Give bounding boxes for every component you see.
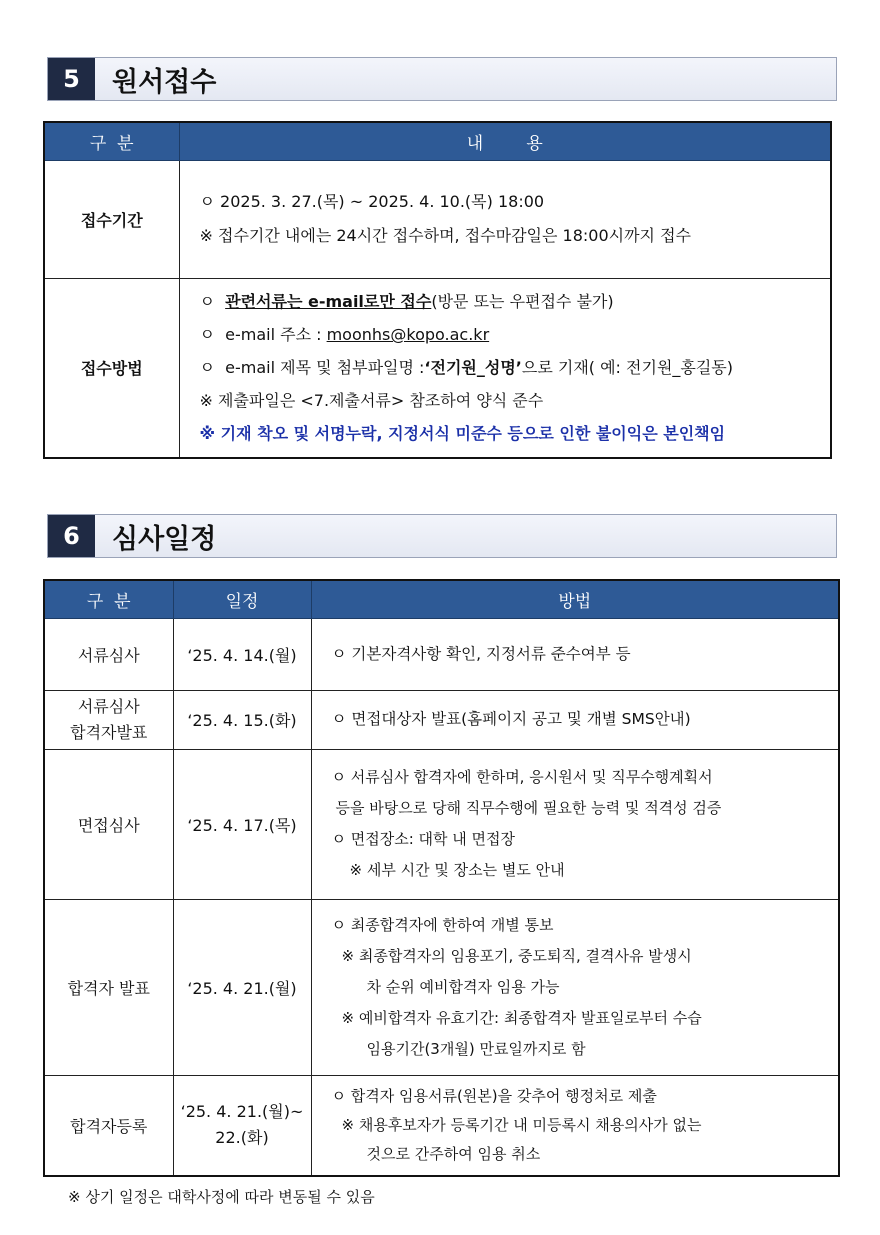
row-category: 합격자 발표 (44, 899, 173, 1075)
method-line-2: ㅇ e-mail 주소 : moonhs@kopo.ac.kr (199, 325, 490, 345)
section-5-header (47, 57, 837, 101)
method-note-1: ※ 제출파일은 <7.제출서류> 참조하여 양식 준수 (199, 391, 544, 411)
application-table (43, 121, 832, 459)
method-label: 접수방법 (44, 278, 179, 458)
schedule-row-document-result (44, 690, 839, 749)
period-note: ※ 접수기간 내에는 24시간 접수하며, 접수마감일은 18:00시까지 접수 (199, 226, 692, 245)
period-row (44, 160, 831, 278)
period-label: 접수기간 (44, 160, 179, 278)
schedule-row-registration (44, 1075, 839, 1176)
column-header-method: 방법 (311, 580, 839, 618)
section-title: 원서접수 (112, 66, 217, 98)
row-method: ㅇ 합격자 임용서류(원본)을 갖추어 행정처로 제출 ※ 채용후보자가 등록기간 내 미등록시 채용의사가 없는 것으로 간주하여 임용 취소 (311, 1075, 839, 1176)
row-date: ‘25. 4. 21.(월) (173, 899, 311, 1075)
section-number: 6 (48, 515, 95, 557)
schedule-row-document-review (44, 618, 839, 690)
section-title: 심사일정 (112, 523, 217, 555)
row-date: ‘25. 4. 14.(월) (173, 618, 311, 690)
row-date: ‘25. 4. 21.(월)~ 22.(화) (173, 1075, 311, 1176)
section-6-header (47, 514, 837, 558)
schedule-row-interview (44, 749, 839, 899)
period-content (179, 160, 831, 278)
method-content (179, 278, 831, 458)
method-row (44, 278, 831, 458)
email-only-emphasis: 관련서류는 e-mail로만 접수 (225, 292, 432, 312)
row-method: ㅇ 기본자격사항 확인, 지정서류 준수여부 등 (311, 618, 839, 690)
column-header-content: 내 용 (179, 122, 831, 160)
row-date: ‘25. 4. 15.(화) (173, 690, 311, 749)
table-header-row (44, 580, 839, 618)
schedule-footnote: ※ 상기 일정은 대학사정에 따라 변동될 수 있음 (68, 1188, 375, 1206)
row-category: 서류심사 합격자발표 (44, 690, 173, 749)
method-line-1: ㅇ 관련서류는 e-mail로만 접수(방문 또는 우편접수 불가) (199, 292, 614, 312)
row-method: ㅇ 서류심사 합격자에 한하며, 응시원서 및 직무수행계획서 등을 바탕으로 당해 직무수행에 필요한 능력 및 적격성 검증 ㅇ 면접장소: 대학 내 면접장 ※ 세부 시간 및 장소는 별도 안내 (311, 749, 839, 899)
column-header-date: 일정 (173, 580, 311, 618)
row-category: 합격자등록 (44, 1075, 173, 1176)
row-category: 면접심사 (44, 749, 173, 899)
column-header-category: 구 분 (44, 122, 179, 160)
email-link[interactable]: moonhs@kopo.ac.kr (326, 325, 490, 345)
period-line: ㅇ 2025. 3. 27.(목) ~ 2025. 4. 10.(목) 18:00 (199, 192, 545, 211)
schedule-row-final-result (44, 899, 839, 1075)
column-header-category: 구 분 (44, 580, 173, 618)
method-note-2: ※ 기재 착오 및 서명누락, 지정서식 미준수 등으로 인한 불이익은 본인책임 (199, 424, 726, 444)
row-category: 서류심사 (44, 618, 173, 690)
section-number: 5 (48, 58, 95, 100)
row-method: ㅇ 면접대상자 발표(홈페이지 공고 및 개별 SMS안내) (311, 690, 839, 749)
method-line-3: ㅇ e-mail 제목 및 첨부파일명 :‘전기원_성명’으로 기재( 예: 전기원_홍길동) (199, 358, 734, 378)
schedule-table (43, 579, 840, 1177)
row-date: ‘25. 4. 17.(목) (173, 749, 311, 899)
row-method: ㅇ 최종합격자에 한하여 개별 통보 ※ 최종합격자의 임용포기, 중도퇴직, 결격사유 발생시 차 순위 예비합격자 임용 가능 ※ 예비합격자 유효기간: 최종합격자 발표일로부터 수습 임용기간(3개월) 만료일까지로 함 (311, 899, 839, 1075)
table-header-row (44, 122, 831, 160)
